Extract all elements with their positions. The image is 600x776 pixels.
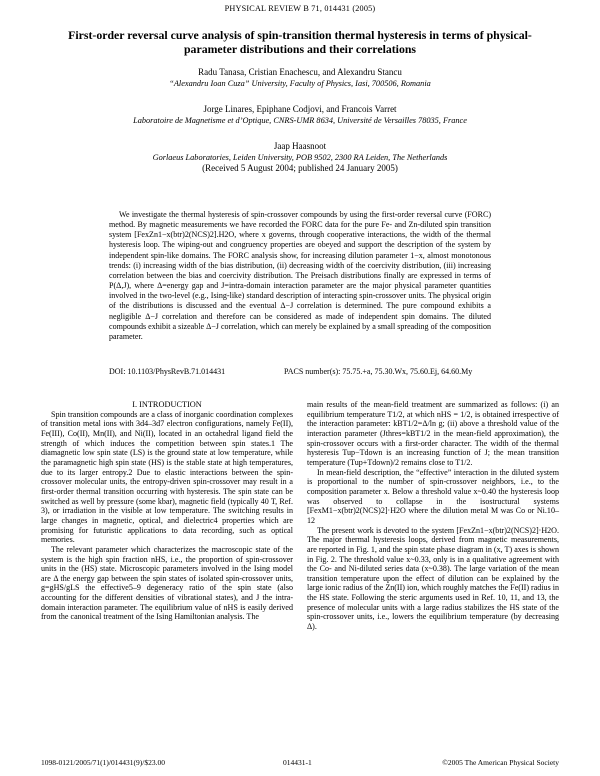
paragraph: main results of the mean-field treatment are summarized as follows: (i) an equilibrium temperature T1/2, at which nHS = 1/2, is obtained irrespective of the interaction parameter: kBT1/2=Δ/ln g; (ii) above a threshold value of the interaction parameter (Jthres=kBT1/2 in the mean-field approximation), the spin-crossover occurs with a first-order character. The width of the thermal hysteresis Tup−Tdown is an increasing function of J; the mean transition temperature (Tup+Tdown)/2 remains close to T1/2.: [307, 400, 559, 467]
author-names: Radu Tanasa, Cristian Enachescu, and Alexandru Stancu: [198, 67, 402, 77]
left-column: [41, 400, 293, 622]
section-heading: I. INTRODUCTION: [132, 400, 202, 409]
author-affiliation: Laboratoire de Magnetisme et d’Optique, CNRS-UMR 8634, Université de Versailles 78035, France: [133, 116, 467, 125]
footer-page-number: 014431-1: [283, 758, 312, 767]
footer-issn: 1098-0121/2005/71(1)/014431(9)/$23.00: [41, 758, 165, 767]
author-group-3: [40, 141, 560, 174]
pacs-numbers: PACS number(s): 75.75.+a, 75.30.Wx, 75.60.Ej, 64.60.My: [284, 367, 473, 376]
paragraph: Spin transition compounds are a class of inorganic coordination complexes of transition metal ions with 3d4–3d7 electron configurations, namely Fe(II), Fe(III), Co(II), Mn(II), and Ni(II), located in an octahedral ligand field the strength of which induces the competition between spin states.1 The diamagnetic low spin state (LS) is the ground state at low temperature, while the paramagnetic high spin state (HS) is the stable state at high temperatures, due to its larger entropy.2 Due to elastic interactions between the spin-crossover molecular units, the entropy-driven spin-crossover may result in a first-order thermal transition occurring with hysteresis. The spin state can be switched as well by pressure (some kbar), magnetic field (typically 40 T, Ref. 3), or irradiation in the visible at low temperature. The switching results in large changes in magnetic, optical, and dielectric4 properties which are promising for futuristic applications to data recording, such as optical memories.: [41, 409, 293, 545]
author-names: Jaap Haasnoot: [273, 141, 327, 151]
footer-copyright: ©2005 The American Physical Society: [442, 758, 559, 767]
author-affiliation: “Alexandru Ioan Cuza” University, Faculty of Physics, Iasi, 700506, Romania: [169, 79, 431, 88]
author-names: Jorge Linares, Epiphane Codjovi, and Francois Varret: [203, 104, 397, 114]
paragraph: The present work is devoted to the system [FexZn1−x(btr)2(NCS)2]·H2O. The major thermal hysteresis loops, derived from magnetic measurements, are reported in Fig. 1, and the spin state phase diagram in (x, T) axes is shown in Fig. 2. The threshold value x~0.33, only is in a qualitative agreement with the Co- and Ni-diluted series data (x~0.38). The large variation of the mean transition temperature upon the effect of dilution can be explained by the large ionic radius of the Zn(II) ion, which roughly matches the Fe(II) radius in the HS state. Following the steric arguments used in Ref. 10, 11, and 13, the presence of molecular units with a large radius stabilizes the HS state of the spin-crossover units, i.e., lowers the equilibrium temperature (by decreasing Δ).: [307, 525, 559, 632]
paper-title: First-order reversal curve analysis of spin-transition thermal hysteresis in terms of physical-parameter distributions and their correlations: [68, 28, 532, 56]
received-date: (Received 5 August 2004; published 24 January 2005): [202, 163, 398, 173]
doi-pacs-line: [109, 367, 491, 376]
running-head: PHYSICAL REVIEW B 71, 014431 (2005): [224, 4, 376, 13]
author-group-2: [40, 104, 560, 126]
abstract-text: We investigate the thermal hysteresis of spin-crossover compounds by using the first-order reversal curve (FORC) method. By magnetic measurements we have recorded the FORC data for the pure Fe- and Zn-diluted spin transition system [FexZn1−x(btr)2(NCS)2].H2O, where x governs, through cooperative interactions, the width of the thermal hysteresis loop. The wiping-out and congruency properties are obeyed and support the description of the system by independent spin-like domains. The FORC analysis show, for increasing dilution parameter 1−x, almost monotonous trends: (i) increasing width of the bias distribution, (ii) decreasing width of the coercivity distribution, (iii) increasing correlation between the bias and coercivity distribution. The Preisach distributions finally are expressed in terms of P(Δ,J), where Δ=energy gap and J=intra-domain interaction parameter are the major physical parameter quantities involved in the two-level (e.g., Ising-like) standard description of interacting spin-crossover units. The physical origin of the distributions is discussed and the eventual Δ−J correlation is determined. The pure compound exhibits a negligible Δ−J correlation and therefore can be considered as made of independent spin domains. The diluted compounds exhibit a sizeable Δ−J correlation, which can merely be explained by a small spreading of the composition parameter.: [109, 210, 491, 341]
paragraph: In mean-field description, the “effective” interaction in the diluted system is proportional to the number of spin-crossover neighbors, i.e., to the composition parameter x. Below a threshold value x~0.40 the hysteresis loop was observed to collapse in the isostructural systems [FexM1−x(btr)2(NCS)2]·H2O where the dilution metal M was Co or Ni.10–12: [307, 467, 559, 525]
right-column: [307, 400, 559, 632]
doi[interactable]: DOI: 10.1103/PhysRevB.71.014431: [109, 367, 226, 376]
abstract: [109, 210, 491, 342]
paragraph: The relevant parameter which characterizes the macroscopic state of the system is the high spin fraction nHS, i.e., the proportion of spin-crossover units in the (HS) state. Microscopic parameters involved in the Ising model are Δ the energy gap between the spin states of isolated spin-crossover units, g=gHS/gLS the effective5–9 degeneracy ratio of the spin state (also accounting for the different densities of vibrational states), and J the intra-domain interaction parameter. The equilibrium value of nHS is easily derived from the canonical treatment of the Ising Hamiltonian analysis. The: [41, 544, 293, 622]
author-group-1: [40, 67, 560, 89]
author-affiliation: Gorlaeus Laboratories, Leiden University, POB 9502, 2300 RA Leiden, The Netherlands: [152, 153, 448, 162]
